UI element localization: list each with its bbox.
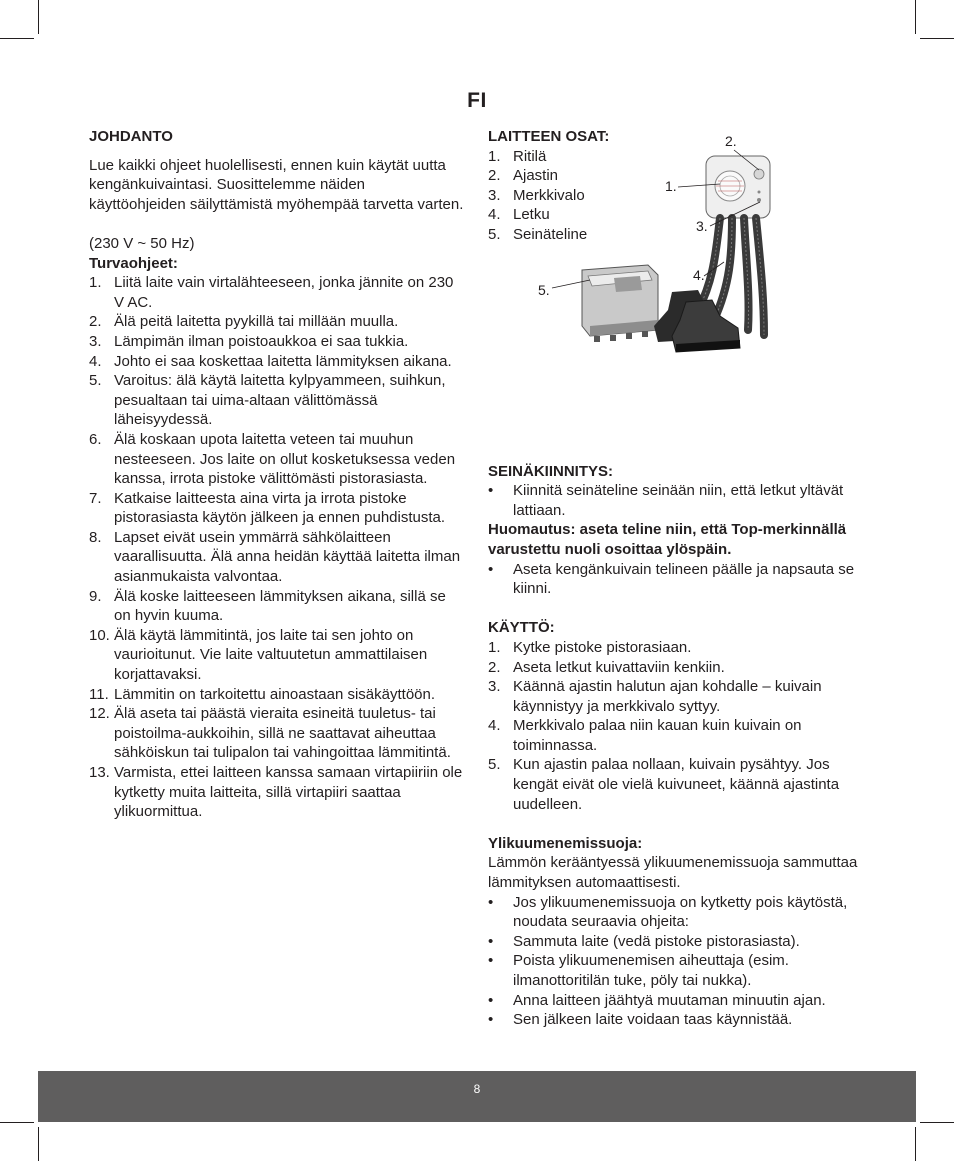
list-item: • Sammuta laite (vedä pistoke pistorasiasta). bbox=[488, 932, 800, 950]
list-item: 3. Käännä ajastin halutun ajan kohdalle – kuivain käynnistyy ja merkkivalo syttyy. bbox=[488, 678, 822, 715]
list-item: 3. Merkkivalo bbox=[488, 186, 585, 204]
safety-list bbox=[89, 273, 465, 822]
list-item: • Jos ylikuumenemissuoja on kytketty pois käytöstä, noudata seuraavia ohjeita: bbox=[488, 893, 848, 931]
list-item: 1. Kytke pistoke pistorasiaan. bbox=[488, 638, 692, 656]
list-item: 13. Varmista, ettei laitteen kanssa samaan virtapiiriin ole kytketty muita laitteita, sillä virtapiiri saattaa ylikuormittua. bbox=[89, 764, 463, 821]
callout-label: 2. bbox=[725, 133, 737, 149]
list-item: 2. Ajastin bbox=[488, 167, 559, 185]
usage-list bbox=[488, 638, 868, 814]
page-number: 8 bbox=[473, 1082, 481, 1096]
list-item: • Sen jälkeen laite voidaan taas käynnistää. bbox=[488, 1011, 793, 1029]
wall-mount-list bbox=[488, 481, 868, 520]
product-diagram bbox=[530, 130, 780, 360]
list-item: 9. Älä koske laitteeseen lämmityksen aikana, sillä se on hyvin kuuma. bbox=[89, 587, 446, 625]
crop-mark bbox=[0, 38, 34, 39]
list-item: 4. Letku bbox=[488, 206, 550, 224]
list-item: 6. Älä koskaan upota laitetta veteen tai muuhun nesteeseen. Jos laite on ollut kosketuksessa veden kanssa, irrota pistoke välittömästi pistorasiasta. bbox=[89, 430, 456, 488]
callout-label: 4. bbox=[693, 267, 705, 283]
page-footer bbox=[38, 1071, 916, 1122]
intro-heading: JOHDANTO bbox=[89, 128, 173, 145]
crop-mark bbox=[920, 1122, 954, 1123]
list-item: 5. Kun ajastin palaa nollaan, kuivain pysähtyy. Jos kengät eivät ole vielä kuivuneet, käännä ajastinta uudelleen. bbox=[488, 756, 840, 813]
overheat-list bbox=[488, 893, 868, 1030]
intro-text: Lue kaikki ohjeet huolellisesti, ennen kuin käytät uutta kengänkuivaintasi. Suosittelemme näiden käyttöohjeiden säilyttämistä myöhempää tarvetta varten. bbox=[89, 156, 464, 213]
wall-mount-list-2 bbox=[488, 560, 868, 599]
list-item: 3. Lämpimän ilman poistoaukkoa ei saa tukkia. bbox=[89, 332, 409, 350]
callout-label: 5. bbox=[538, 282, 550, 298]
list-item: • Aseta kengänkuivain telineen päälle ja napsauta se kiinni. bbox=[488, 560, 855, 598]
crop-mark bbox=[915, 0, 916, 34]
wall-mount-note: Huomautus: aseta teline niin, että Top-merkinnällä varustettu nuoli osoittaa ylöspäin. bbox=[488, 521, 847, 558]
boots-illustration bbox=[654, 290, 740, 352]
crop-mark bbox=[38, 1127, 39, 1161]
voltage-text: (230 V ~ 50 Hz) bbox=[89, 234, 195, 252]
list-item: 12. Älä aseta tai päästä vieraita esineitä tuuletus- tai poistoilma-aukkoihin, sillä ne saattavat aiheuttaa sähköiskun tai tulipalon tai vahingoittaa lämmitintä. bbox=[89, 705, 451, 762]
list-item: 1. Ritilä bbox=[488, 147, 547, 165]
list-item: 5. Seinäteline bbox=[488, 225, 588, 243]
list-item: 1. Liitä laite vain virtalähteeseen, jonka jännite on 230 V AC. bbox=[89, 274, 454, 311]
heater-unit-illustration bbox=[706, 156, 770, 218]
callout-label: 3. bbox=[696, 218, 708, 234]
overheat-text: Lämmön kerääntyessä ylikuumenemissuoja sammuttaa lämmityksen automaattisesti. bbox=[488, 854, 858, 892]
crop-mark bbox=[915, 1127, 916, 1161]
shoe-dryer-illustration bbox=[530, 130, 780, 360]
wall-mount-heading: SEINÄKIINNITYS: bbox=[488, 462, 614, 480]
callout-label: 1. bbox=[665, 178, 677, 194]
wall-bracket-illustration bbox=[582, 265, 658, 342]
overheat-heading: Ylikuumenemissuoja: bbox=[488, 834, 643, 852]
crop-mark bbox=[38, 0, 39, 34]
language-title: FI bbox=[467, 89, 487, 112]
left-column bbox=[89, 127, 465, 822]
parts-heading: LAITTEEN OSAT: bbox=[488, 128, 610, 145]
list-item: 10. Älä käytä lämmitintä, jos laite tai sen johto on vaurioitunut. Vie laite valtuutetun ammattilaisen korjattavaksi. bbox=[89, 626, 428, 684]
list-item: 4. Merkkivalo palaa niin kauan kuin kuivain on toiminnassa. bbox=[488, 717, 802, 754]
crop-mark bbox=[0, 1122, 34, 1123]
list-item: 2. Älä peitä laitetta pyykillä tai millään muulla. bbox=[89, 313, 399, 331]
list-item: • Anna laitteen jäähtyä muutaman minuutin ajan. bbox=[488, 991, 826, 1009]
list-item: 4. Johto ei saa koskettaa laitetta lämmityksen aikana. bbox=[89, 352, 452, 370]
list-item: • Poista ylikuumenemisen aiheuttaja (esim. ilmanottoritilän tuke, pöly tai nukka). bbox=[488, 952, 789, 989]
list-item: 11. Lämmitin on tarkoitettu ainoastaan sisäkäyttöön. bbox=[89, 685, 436, 703]
list-item: 7. Katkaise laitteesta aina virta ja irrota pistoke pistorasiasta käytön jälkeen ja ennen puhdistusta. bbox=[89, 489, 446, 527]
usage-heading: KÄYTTÖ: bbox=[488, 619, 555, 637]
list-item: 8. Lapset eivät usein ymmärrä sähkölaitteen vaarallisuutta. Älä anna heidän käyttää laitetta ilman asianmukaista valvontaa. bbox=[89, 528, 461, 586]
safety-heading: Turvaohjeet: bbox=[89, 254, 178, 272]
crop-mark bbox=[920, 38, 954, 39]
list-item: 2. Aseta letkut kuivattaviin kenkiin. bbox=[488, 658, 725, 676]
list-item: 5. Varoitus: älä käytä laitetta kylpyammeen, suihkun, pesualtaan tai uima-altaan välittömässä läheisyydessä. bbox=[89, 372, 446, 429]
list-item: • Kiinnitä seinäteline seinään niin, että letkut yltävät lattiaan. bbox=[488, 482, 844, 519]
